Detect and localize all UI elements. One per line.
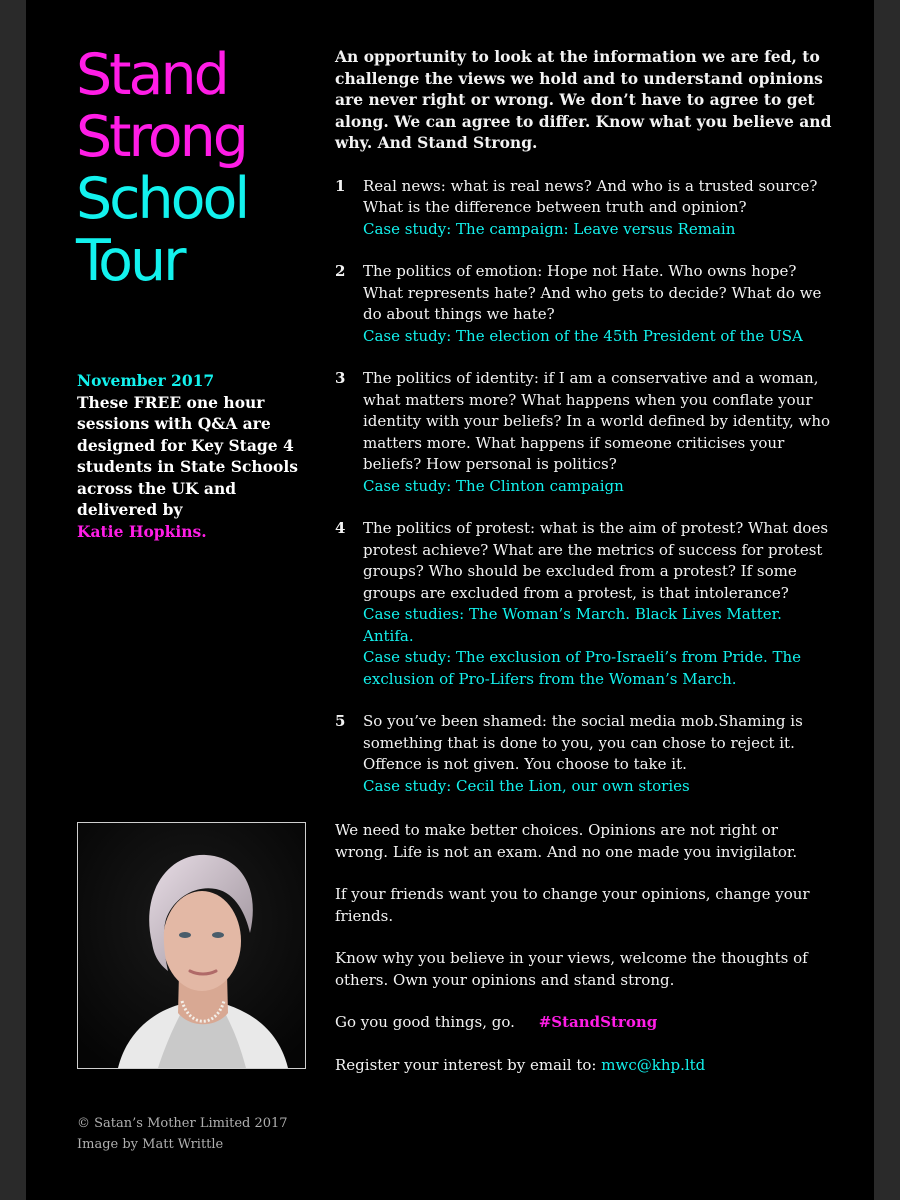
- presenter-photo: [77, 822, 306, 1069]
- topic-list: [335, 176, 835, 798]
- closing-paragraph: Know why you believe in your views, welcome the thoughts of others. Own your opinions and stand strong.: [335, 949, 808, 989]
- presenter-name: Katie Hopkins.: [77, 521, 207, 541]
- topic-text: The politics of emotion: Hope not Hate. Who owns hope? What represents hate? And who gets to decide? What do we do about things we hate?: [363, 262, 822, 323]
- poster: [26, 0, 874, 1200]
- main-content: [335, 46, 835, 1076]
- topic-item: [335, 176, 835, 241]
- closing-paragraph: We need to make better choices. Opinions are not right or wrong. Life is not an exam. And no one made you invigilator.: [335, 821, 798, 861]
- topic-text: The politics of protest: what is the aim of protest? What does protest achieve? What are the metrics of success for protest groups? Who should be excluded from a protest? If some groups are excluded from a protest, is that intolerance?: [363, 519, 829, 602]
- case-study: Case study: The election of the 45th President of the USA: [363, 326, 803, 345]
- event-description: These FREE one hour sessions with Q&A are designed for Key Stage 4 students in State Schools across the UK and delivered by: [77, 392, 298, 519]
- intro-paragraph: An opportunity to look at the information we are fed, to challenge the views we hold and to understand opinions are never right or wrong. We don’t have to agree to get along. We can agree to differ. Know what you believe and why. And Stand Strong.: [335, 47, 832, 152]
- closing-section: [335, 820, 835, 1076]
- title-line-strong: Strong: [76, 104, 246, 170]
- topic-number: 3: [335, 369, 346, 387]
- case-study-secondary: Case study: The exclusion of Pro-Israeli’s from Pride. The exclusion of Pro-Lifers from the Woman’s March.: [363, 648, 802, 688]
- title-line-tour: Tour: [76, 228, 184, 294]
- topic-number: 4: [335, 519, 346, 537]
- topic-text: So you’ve been shamed: the social media mob.Shaming is something that is done to you, you can chose to reject it. Offence is not given. You choose to take it.: [363, 712, 803, 773]
- register-line: [335, 1055, 835, 1077]
- case-study: Case study: The Clinton campaign: [363, 476, 624, 495]
- topic-item: [335, 368, 835, 497]
- event-date: November 2017: [77, 371, 215, 390]
- poster-title: [76, 44, 326, 292]
- register-text: Register your interest by email to:: [335, 1055, 597, 1074]
- title-line-school: School: [76, 166, 248, 232]
- topic-text: Real news: what is real news? And who is a trusted source? What is the difference between truth and opinion?: [363, 176, 818, 216]
- topic-item: [335, 261, 835, 347]
- closing-signoff: [335, 1012, 835, 1034]
- topic-item: [335, 518, 835, 690]
- event-info: [77, 370, 312, 542]
- closing-paragraph: If your friends want you to change your opinions, change your friends.: [335, 885, 810, 925]
- case-study: Case study: The campaign: Leave versus Remain: [363, 219, 736, 238]
- email-link[interactable]: mwc@khp.ltd: [601, 1055, 706, 1074]
- topic-text: The politics of identity: if I am a conservative and a woman, what matters more? What happens when you conflate your identity with your beliefs? In a world defined by identity, who matters more. What happens if someone criticises your beliefs? How personal is politics?: [363, 369, 831, 473]
- topic-item: [335, 711, 835, 797]
- case-study: Case study: Cecil the Lion, our own stories: [363, 776, 690, 795]
- topic-number: 1: [335, 176, 346, 195]
- topic-number: 5: [335, 712, 346, 730]
- copyright-text: © Satan’s Mother Limited 2017: [77, 1116, 288, 1131]
- footer: [77, 1113, 317, 1155]
- hashtag[interactable]: #StandStrong: [538, 1013, 658, 1031]
- title-line-stand: Stand: [76, 42, 227, 108]
- topic-number: 2: [335, 262, 346, 280]
- signoff-text: Go you good things, go.: [335, 1013, 515, 1031]
- case-study: Case studies: The Woman’s March. Black Lives Matter. Antifa.: [363, 605, 782, 645]
- image-credit: Image by Matt Writtle: [77, 1137, 224, 1152]
